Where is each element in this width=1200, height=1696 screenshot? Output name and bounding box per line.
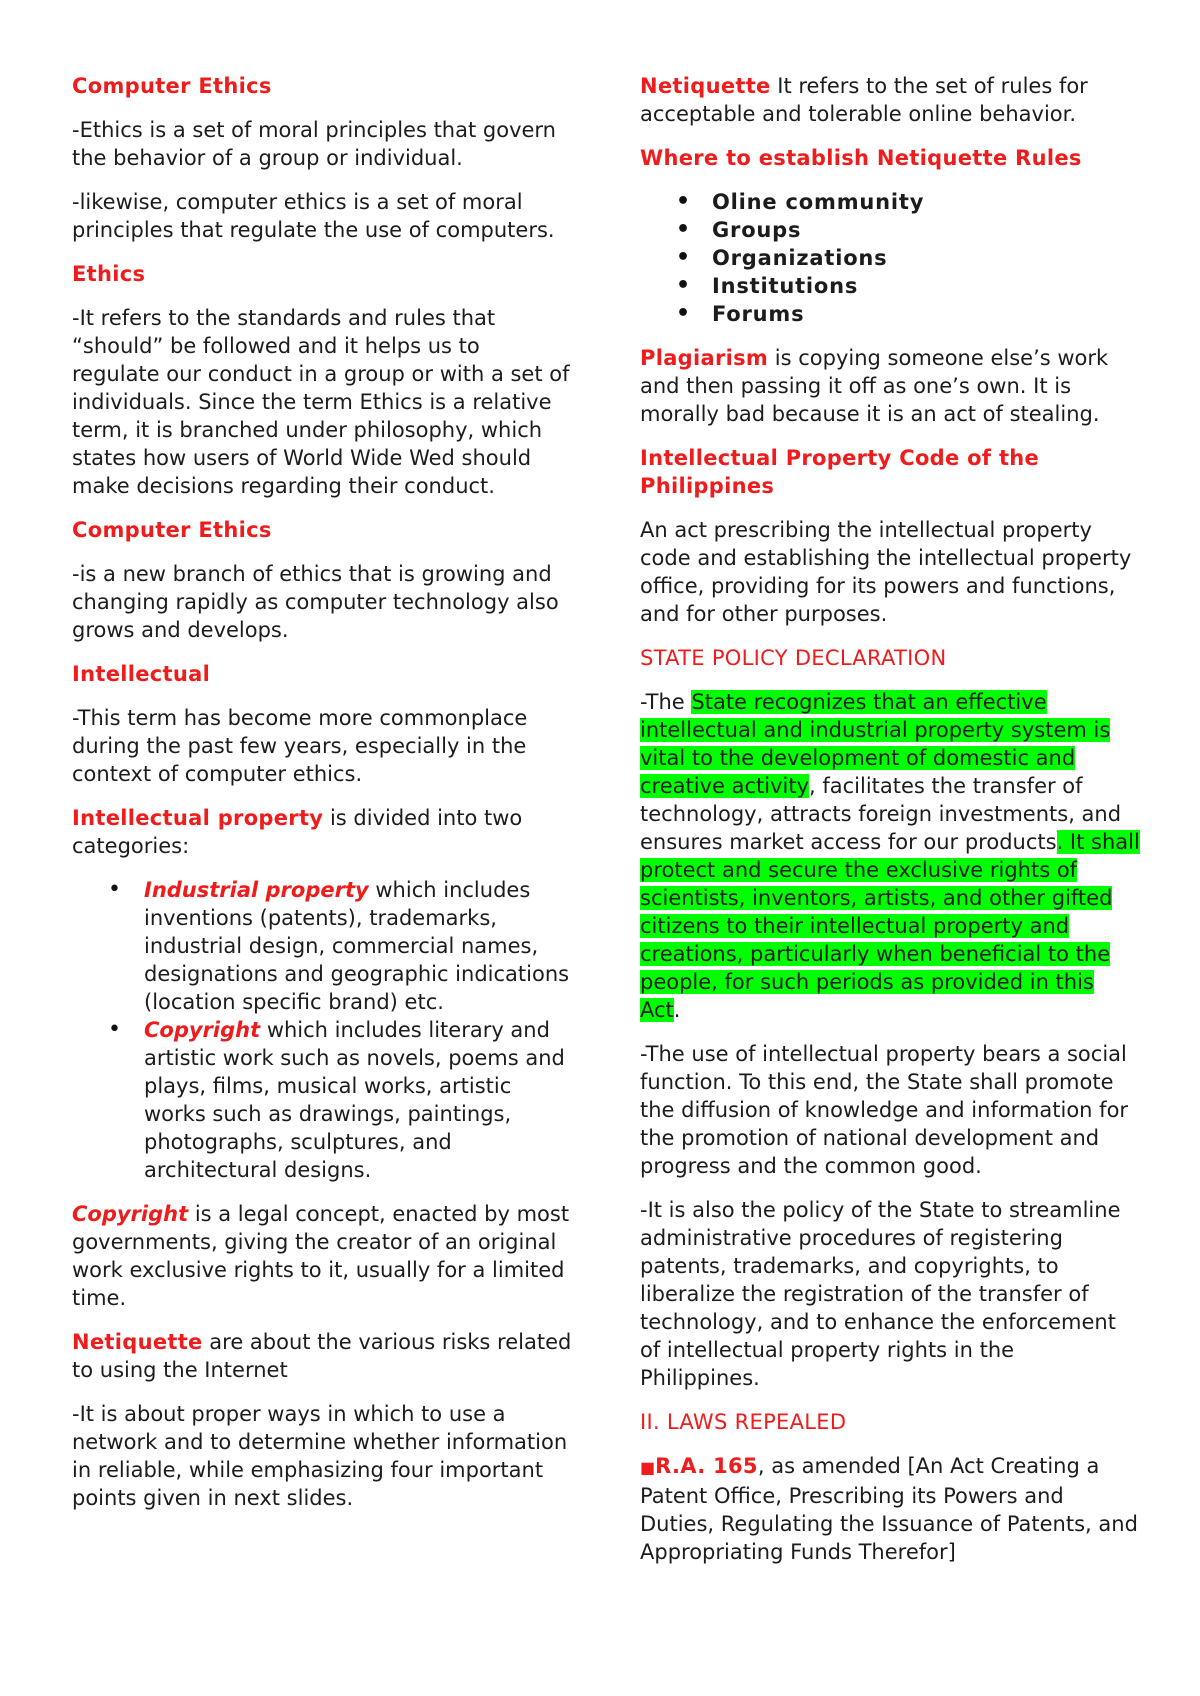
netiquette-description: are about the various risks related to using the Internet bbox=[72, 1330, 572, 1382]
text-span: , facilitates the transfer of technology, attracts foreign investments, and ensures market access for our products bbox=[640, 774, 1122, 854]
list-item: • Forums bbox=[640, 300, 1140, 328]
square-bullet-icon: ■ bbox=[640, 1458, 656, 1477]
list-item bbox=[72, 876, 572, 1016]
list-item-text: which includes literary and artistic work such as novels, poems and plays, films, musical works, artistic works such as drawings, paintings, photographs, sculptures, and architectural designs. bbox=[144, 1018, 565, 1182]
heading-intellectual: Intellectual bbox=[72, 662, 211, 686]
list-item: • Institutions bbox=[640, 272, 1140, 300]
term-netiquette: Netiquette bbox=[72, 1330, 203, 1354]
term-copyright: Copyright bbox=[144, 1018, 261, 1042]
paragraph-proper-ways: -It is about proper ways in which to use a network and to determine whether information in reliable, while emphasizing four important points given in next slides. bbox=[72, 1402, 568, 1510]
ra-165-description: , as amended [An Act Creating a Patent Office, Prescribing its Powers and Duties, Regulating the Issuance of Patents, and Appropriating Funds Therefor] bbox=[640, 1454, 1138, 1564]
heading-where-to-establish: Where to establish Netiquette Rules bbox=[640, 146, 1082, 170]
plagiarism-description: is copying someone else’s work and then passing it off as one’s own. It is morally bad because it is an act of stealing. bbox=[640, 346, 1109, 426]
ip-categories-list bbox=[72, 876, 572, 1184]
paragraph-state-streamline: -It is also the policy of the State to streamline administrative procedures of registering patents, trademarks, and copyrights, to liberalize the registration of the transfer of technology, and to enhance the enforcement of intellectual property rights in the Philippines. bbox=[640, 1198, 1121, 1390]
term-intellectual-property: Intellectual property bbox=[72, 806, 324, 830]
heading-computer-ethics-2: Computer Ethics bbox=[72, 518, 272, 542]
paragraph-computer-ethics-definition: -likewise, computer ethics is a set of moral principles that regulate the use of computers. bbox=[72, 190, 555, 242]
right-column bbox=[640, 72, 1140, 1582]
term-netiquette-2: Netiquette bbox=[640, 74, 771, 98]
paragraph-ip-code: An act prescribing the intellectual property code and establishing the intellectual property office, providing for its powers and functions, and for other purposes. bbox=[640, 518, 1132, 626]
term-ra-165: R.A. 165 bbox=[655, 1454, 758, 1478]
term-industrial-property: Industrial property bbox=[144, 878, 369, 902]
list-item bbox=[72, 1016, 572, 1184]
ip-description: is divided into two categories: bbox=[72, 806, 523, 858]
highlighted-text: State recognizes that an effective intellectual and industrial property system is vital to the development of domestic and creative activity bbox=[640, 690, 1111, 798]
paragraph-intellectual: -This term has become more commonplace during the past few years, especially in the context of computer ethics. bbox=[72, 706, 528, 786]
heading-state-policy: STATE POLICY DECLARATION bbox=[640, 646, 947, 670]
list-item: • Organizations bbox=[640, 244, 1140, 272]
term-plagiarism: Plagiarism bbox=[640, 346, 769, 370]
list-item: • Groups bbox=[640, 216, 1140, 244]
list-item-text: which includes inventions (patents), trademarks, industrial design, commercial names, designations and geographic indications (location specific brand) etc. bbox=[144, 878, 570, 1014]
paragraph-netiquette bbox=[72, 1328, 572, 1384]
list-item: • Oline community bbox=[640, 188, 1140, 216]
heading-laws-repealed: II. LAWS REPEALED bbox=[640, 1410, 847, 1434]
paragraph-ethics-standards: -It refers to the standards and rules that “should” be followed and it helps us to regulate our conduct in a group or with a set of individuals. Since the term Ethics is a relative term, it is branched under philosophy, which states how users of World Wide Wed should make decisions regarding their conduct. bbox=[72, 306, 570, 498]
left-column bbox=[72, 72, 572, 1528]
paragraph-new-branch: -is a new branch of ethics that is growing and changing rapidly as computer technology also grows and develops. bbox=[72, 562, 559, 642]
highlighted-text: . It shall protect and secure the exclusive rights of scientists, inventors, artists, and other gifted citizens to their intellectual property and creations, particularly when beneficial to the people, for such periods as provided in this Act bbox=[640, 830, 1140, 1022]
copyright-description: is a legal concept, enacted by most governments, giving the creator of an original work exclusive rights to it, usually for a limited time. bbox=[72, 1202, 570, 1310]
paragraph-state-policy bbox=[640, 688, 1140, 1024]
paragraph-social-function: -The use of intellectual property bears a social function. To this end, the State shall promote the diffusion of knowledge and information for the promotion of national development and progress and the common good. bbox=[640, 1042, 1129, 1178]
heading-computer-ethics: Computer Ethics bbox=[72, 74, 272, 98]
netiquette-definition: It refers to the set of rules for acceptable and tolerable online behavior. bbox=[640, 74, 1088, 126]
paragraph-copyright bbox=[72, 1200, 572, 1312]
text-span: . bbox=[673, 998, 681, 1022]
paragraph-ra-165 bbox=[640, 1452, 1140, 1566]
text-span: -The bbox=[640, 690, 692, 714]
paragraph-netiquette-rules bbox=[640, 72, 1140, 128]
netiquette-places-list bbox=[640, 188, 1140, 328]
paragraph-plagiarism bbox=[640, 344, 1140, 428]
heading-ethics: Ethics bbox=[72, 262, 146, 286]
heading-ip-code: Intellectual Property Code of the Philippines bbox=[640, 446, 1040, 498]
term-copyright-2: Copyright bbox=[72, 1202, 189, 1226]
paragraph-intellectual-property bbox=[72, 804, 572, 860]
paragraph-ethics-definition: -Ethics is a set of moral principles that govern the behavior of a group or individual. bbox=[72, 118, 556, 170]
